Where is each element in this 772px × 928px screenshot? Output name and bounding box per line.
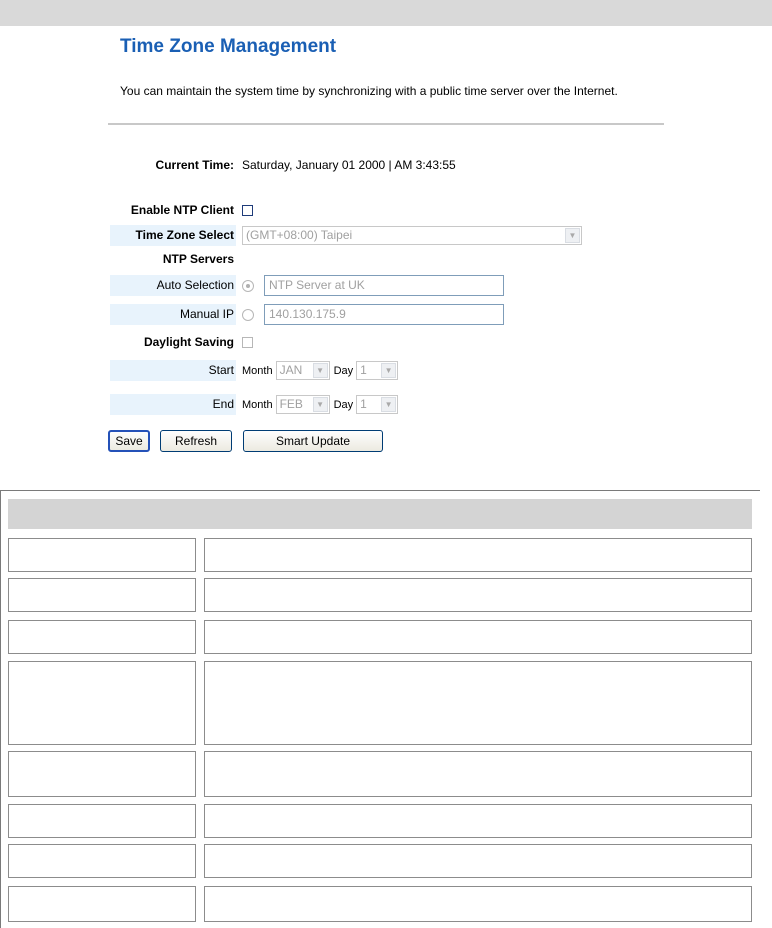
enable-ntp-label: Enable NTP Client xyxy=(130,203,234,217)
start-month-label: Month xyxy=(242,364,273,377)
chevron-down-icon: ▼ xyxy=(381,363,396,378)
daylight-start-label: Start xyxy=(110,360,236,381)
auto-selection-label: Auto Selection xyxy=(110,275,236,296)
start-day-select[interactable] xyxy=(356,361,398,380)
time-zone-select[interactable] xyxy=(242,226,582,245)
end-day-select[interactable] xyxy=(356,395,398,414)
save-button[interactable]: Save xyxy=(108,430,150,452)
chevron-down-icon: ▼ xyxy=(313,397,328,412)
chevron-down-icon: ▼ xyxy=(565,228,580,243)
page-title: Time Zone Management xyxy=(120,36,337,57)
enable-ntp-row xyxy=(110,200,580,221)
table-cell xyxy=(204,751,752,797)
start-day-label: Day xyxy=(333,364,354,377)
end-month-value: FEB xyxy=(279,397,303,411)
table-cell xyxy=(8,620,196,654)
ntp-servers-row xyxy=(110,249,580,270)
table-cell xyxy=(8,661,196,745)
manual-ip-row xyxy=(110,304,580,325)
end-day-value: 1 xyxy=(360,397,367,411)
end-day-label: Day xyxy=(333,398,354,411)
daylight-saving-label: Daylight Saving xyxy=(143,335,234,349)
chevron-down-icon: ▼ xyxy=(381,397,396,412)
description-table xyxy=(0,490,772,928)
auto-selection-row xyxy=(110,275,580,296)
divider xyxy=(108,123,664,125)
ntp-servers-label: NTP Servers xyxy=(162,252,234,266)
time-zone-value: (GMT+08:00) Taipei xyxy=(246,228,353,242)
daylight-saving-row xyxy=(110,332,580,353)
table-cell xyxy=(204,620,752,654)
table-cell xyxy=(204,844,752,878)
table-cell xyxy=(8,578,196,612)
daylight-saving-checkbox[interactable] xyxy=(242,337,253,348)
table-cell xyxy=(204,578,752,612)
start-month-select[interactable] xyxy=(276,361,330,380)
table-cell xyxy=(8,844,196,878)
start-day-value: 1 xyxy=(360,363,367,377)
manual-ip-label: Manual IP xyxy=(110,304,236,325)
time-zone-row xyxy=(110,225,580,246)
table-cell xyxy=(8,538,196,572)
table-cell xyxy=(8,751,196,797)
auto-selection-field[interactable]: NTP Server at UK xyxy=(264,275,504,296)
chevron-down-icon: ▼ xyxy=(313,363,328,378)
table-cell xyxy=(204,538,752,572)
current-time-value: Saturday, January 01 2000 | AM 3:43:55 xyxy=(242,158,456,172)
manual-ip-field[interactable]: 140.130.175.9 xyxy=(264,304,504,325)
time-zone-label: Time Zone Select xyxy=(110,225,236,246)
current-time-label: Current Time: xyxy=(155,158,234,172)
daylight-start-row xyxy=(110,360,580,381)
page-description: You can maintain the system time by synchronizing with a public time server over the Internet. xyxy=(120,84,618,98)
daylight-end-row xyxy=(110,394,580,415)
end-month-label: Month xyxy=(242,398,273,411)
table-header xyxy=(8,499,752,529)
table-cell xyxy=(8,886,196,922)
refresh-button[interactable]: Refresh xyxy=(160,430,232,452)
smart-update-button[interactable]: Smart Update xyxy=(243,430,383,452)
start-month-value: JAN xyxy=(279,363,303,377)
manual-ip-radio[interactable] xyxy=(242,309,254,321)
table-cell xyxy=(8,804,196,838)
table-cell xyxy=(204,804,752,838)
daylight-end-label: End xyxy=(110,394,236,415)
auto-selection-radio[interactable] xyxy=(242,280,254,292)
end-month-select[interactable] xyxy=(276,395,330,414)
enable-ntp-checkbox[interactable] xyxy=(242,205,253,216)
table-cell xyxy=(204,886,752,922)
top-bar xyxy=(0,0,772,26)
table-cell xyxy=(204,661,752,745)
